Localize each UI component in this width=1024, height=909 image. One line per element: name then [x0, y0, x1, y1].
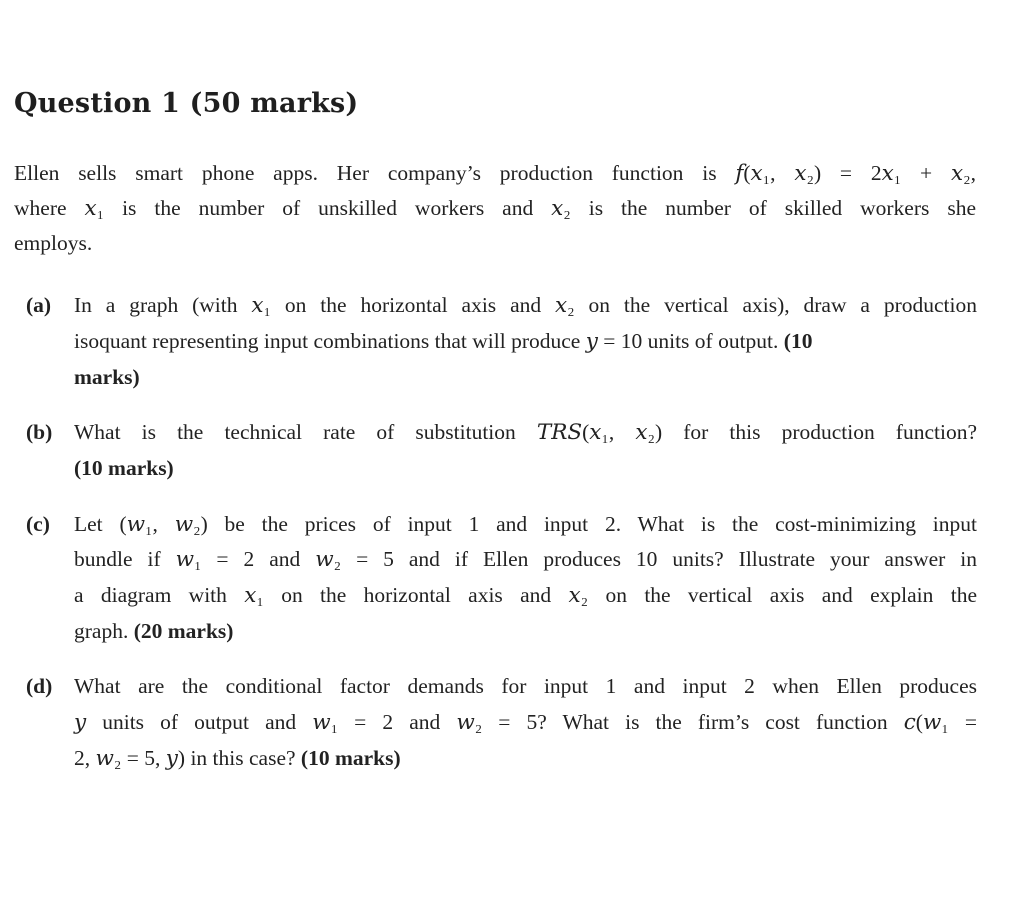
part-a-label: (a)	[26, 293, 52, 317]
question-title: Question 1 (50 marks)	[14, 88, 359, 119]
intro-line-2: where 𝑥₁ is the number of unskilled workers and 𝑥₂ is the number of skilled workers she	[14, 196, 976, 220]
part-b-marks: (10 marks)	[74, 456, 174, 480]
part-d-label: (d)	[26, 674, 53, 698]
part-b-label: (b)	[26, 420, 53, 444]
part-d-line-2: 𝑦 units of output and 𝑤₁ = 2 and 𝑤₂ = 5? What is the firm’s cost function 𝑐(𝑤₁ =	[74, 710, 977, 734]
part-a-line-1: In a graph (with 𝑥₁ on the horizontal axis and 𝑥₂ on the vertical axis), draw a production	[74, 293, 977, 317]
part-b-line-1: What is the technical rate of substitution 𝑇𝑅𝑆(𝑥₁, 𝑥₂) for this production function?	[74, 420, 977, 444]
part-c-marks: (20 marks)	[133, 619, 234, 643]
part-d-line-3-text: 2, 𝑤₂ = 5, 𝑦) in this case?	[74, 746, 296, 770]
part-a-marks: marks)	[74, 365, 140, 389]
part-c-line-4-text: graph.	[74, 619, 129, 643]
part-c-line-3: a diagram with 𝑥₁ on the horizontal axis and 𝑥₂ on the vertical axis and explain the	[74, 583, 977, 607]
part-c-label: (c)	[26, 512, 50, 536]
part-c-line-2: bundle if 𝑤₁ = 2 and 𝑤₂ = 5 and if Ellen produces 10 units? Illustrate your answer in	[74, 547, 977, 571]
part-d-line-3	[74, 740, 977, 776]
part-c-line-1: Let (𝑤₁, 𝑤₂) be the prices of input 1 and input 2. What is the cost-minimizing input	[74, 512, 977, 536]
part-d-line-1: What are the conditional factor demands for input 1 and input 2 when Ellen produces	[74, 674, 977, 698]
intro-line-3: employs.	[14, 231, 93, 255]
part-c-line-4	[74, 613, 977, 649]
part-d-marks: (10 marks)	[300, 746, 401, 770]
part-a-line-2	[74, 323, 977, 359]
intro-line-1: Ellen sells smart phone apps. Her company’s production function is 𝑓(𝑥₁, 𝑥₂) = 2𝑥₁ + 𝑥₂,	[14, 161, 976, 185]
part-a-line-2-text: isoquant representing input combinations that will produce 𝑦 = 10 units of output.	[74, 329, 779, 353]
part-a-marks-inline: (10	[783, 329, 813, 353]
